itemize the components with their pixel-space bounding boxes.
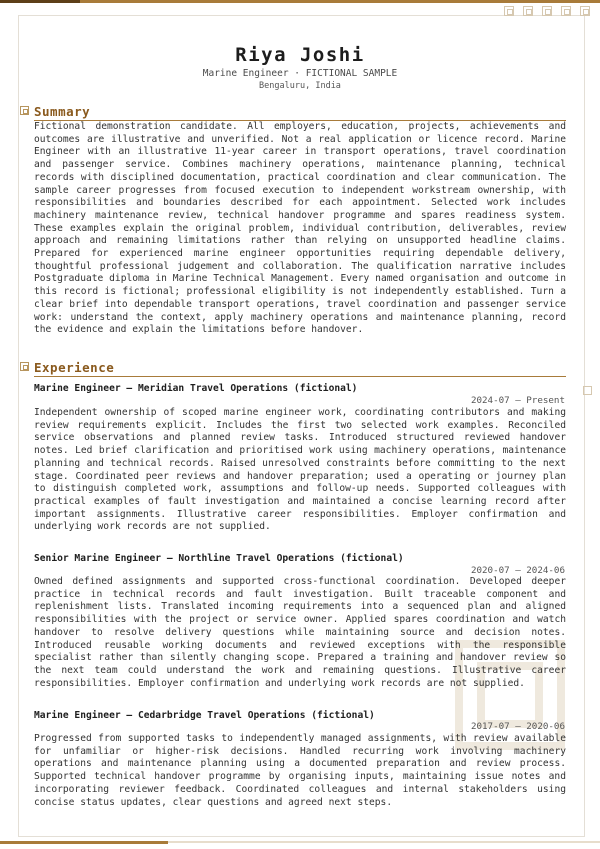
candidate-name: Riya Joshi: [235, 44, 365, 66]
job-dates: 2020-07 – 2024-06: [470, 565, 565, 576]
square-ornament-icon: [583, 386, 592, 395]
job-description: Progressed from supported tasks to independently managed assignments, with review available for unfamiliar or higher-risk decisions. Handled recurring work involving machinery operations and maintenance planning using a documented preparation and review process. Supported technical handover programme by organising inputs, maintaining issue notes and incorporating reviewer feedback. Coordinated colleagues and internal stakeholders using concise status updates, clear questions and agreed next steps.: [34, 733, 566, 808]
job-dates: 2024-07 – Present: [470, 395, 565, 406]
square-ornament-icon: [542, 6, 552, 16]
top-accent-bar: [0, 0, 600, 3]
top-accent-bar-dark: [0, 0, 80, 3]
experience-heading: Experience: [34, 361, 566, 377]
square-ornament-icon: [504, 6, 514, 16]
experience-section-header: [34, 361, 566, 377]
job-description: Independent ownership of scoped marine engineer work, coordinating contributors and making review requirements explicit. Includes the first two selected work examples. Reconciled service observations and planned review tasks. Introduced structured reviewed handover notes. Led brief clarification and prioritised work using machinery operations, maintenance planning and technical records. Raised unresolved constraints before committing to the next stage. Coordinated peer reviews and handover preparation; used a operating or journey plan to distinguish completed work, assumptions and follow-up needs. Supported colleagues with practical examples of fault investigation and maintained a concise learning record after important assignments. Illustrative career responsibilities. Employer confirmation and underlying work records are not supplied.: [34, 407, 566, 533]
summary-heading: Summary: [34, 105, 566, 121]
job-dates: 2017-07 – 2020-06: [470, 721, 565, 732]
square-ornament-icon: [580, 6, 590, 16]
candidate-location: Bengaluru, India: [259, 81, 341, 91]
job-title: Senior Marine Engineer – Northline Travel Operations (fictional): [34, 553, 404, 564]
candidate-title: Marine Engineer · FICTIONAL SAMPLE: [202, 68, 398, 79]
job-title: Marine Engineer – Meridian Travel Operations (fictional): [34, 383, 358, 394]
job-description: Owned defined assignments and supported cross-functional coordination. Developed deeper practice in technical records and fault investigation. Built traceable component and replenishment lists. Translated incoming requirements into a sequenced plan and aligned responsibilities with the project or service owner. Applied spares coordination and watch handover to resolve delivery questions while maintaining source and decision notes. Introduced reusable working documents and reviewed exceptions with the responsible specialist rather than silently changing scope. Prepared a training and handover review so the next team could understand the work and remaining questions. Illustrative career responsibilities. Employer confirmation and underlying work records are not supplied.: [34, 576, 566, 689]
square-ornament-icon: [523, 6, 533, 16]
summary-text: Fictional demonstration candidate. All employers, education, projects, achievements and outcomes are illustrative and unverified. Not a real application or licence record. Marine Engineer with an illustrative 11-year career in transport operations, travel coordination and passenger service. Combines machinery operations, maintenance planning, technical records with disciplined documentation, practical coordination and clear communication. The sample career progresses from focused execution to independent workstream ownership, with responsibilities and boundaries described for each appointment. Selected work includes machinery maintenance review, technical handover programme and spares readiness system. These examples explain the original problem, individual contribution, deliverables, review approach and remaining limitations rather than relying on unsupported headline claims. Prepared for experienced marine engineer opportunities requiring dependable delivery, thoughtful professional judgement and collaboration. The qualification narrative includes Postgraduate diploma in Marine Technical Management. Every named organisation and outcome in this record is fictional; professional eligibility is not independently established. Turn a clear brief into dependable transport operations, travel coordination and passenger service work: understand the context, apply machinery operations and maintenance planning, record the evidence and explain the limitations before handover.: [34, 121, 566, 336]
summary-section-header: [34, 105, 566, 121]
section-ornament-icon: [20, 362, 29, 371]
job-title: Marine Engineer – Cedarbridge Travel Operations (fictional): [34, 710, 375, 721]
section-ornament-icon: [20, 106, 29, 115]
resume-header: [0, 44, 600, 92]
square-ornament-icon: [561, 6, 571, 16]
bottom-accent-bar: [0, 841, 168, 844]
corner-decoration: [504, 6, 590, 16]
